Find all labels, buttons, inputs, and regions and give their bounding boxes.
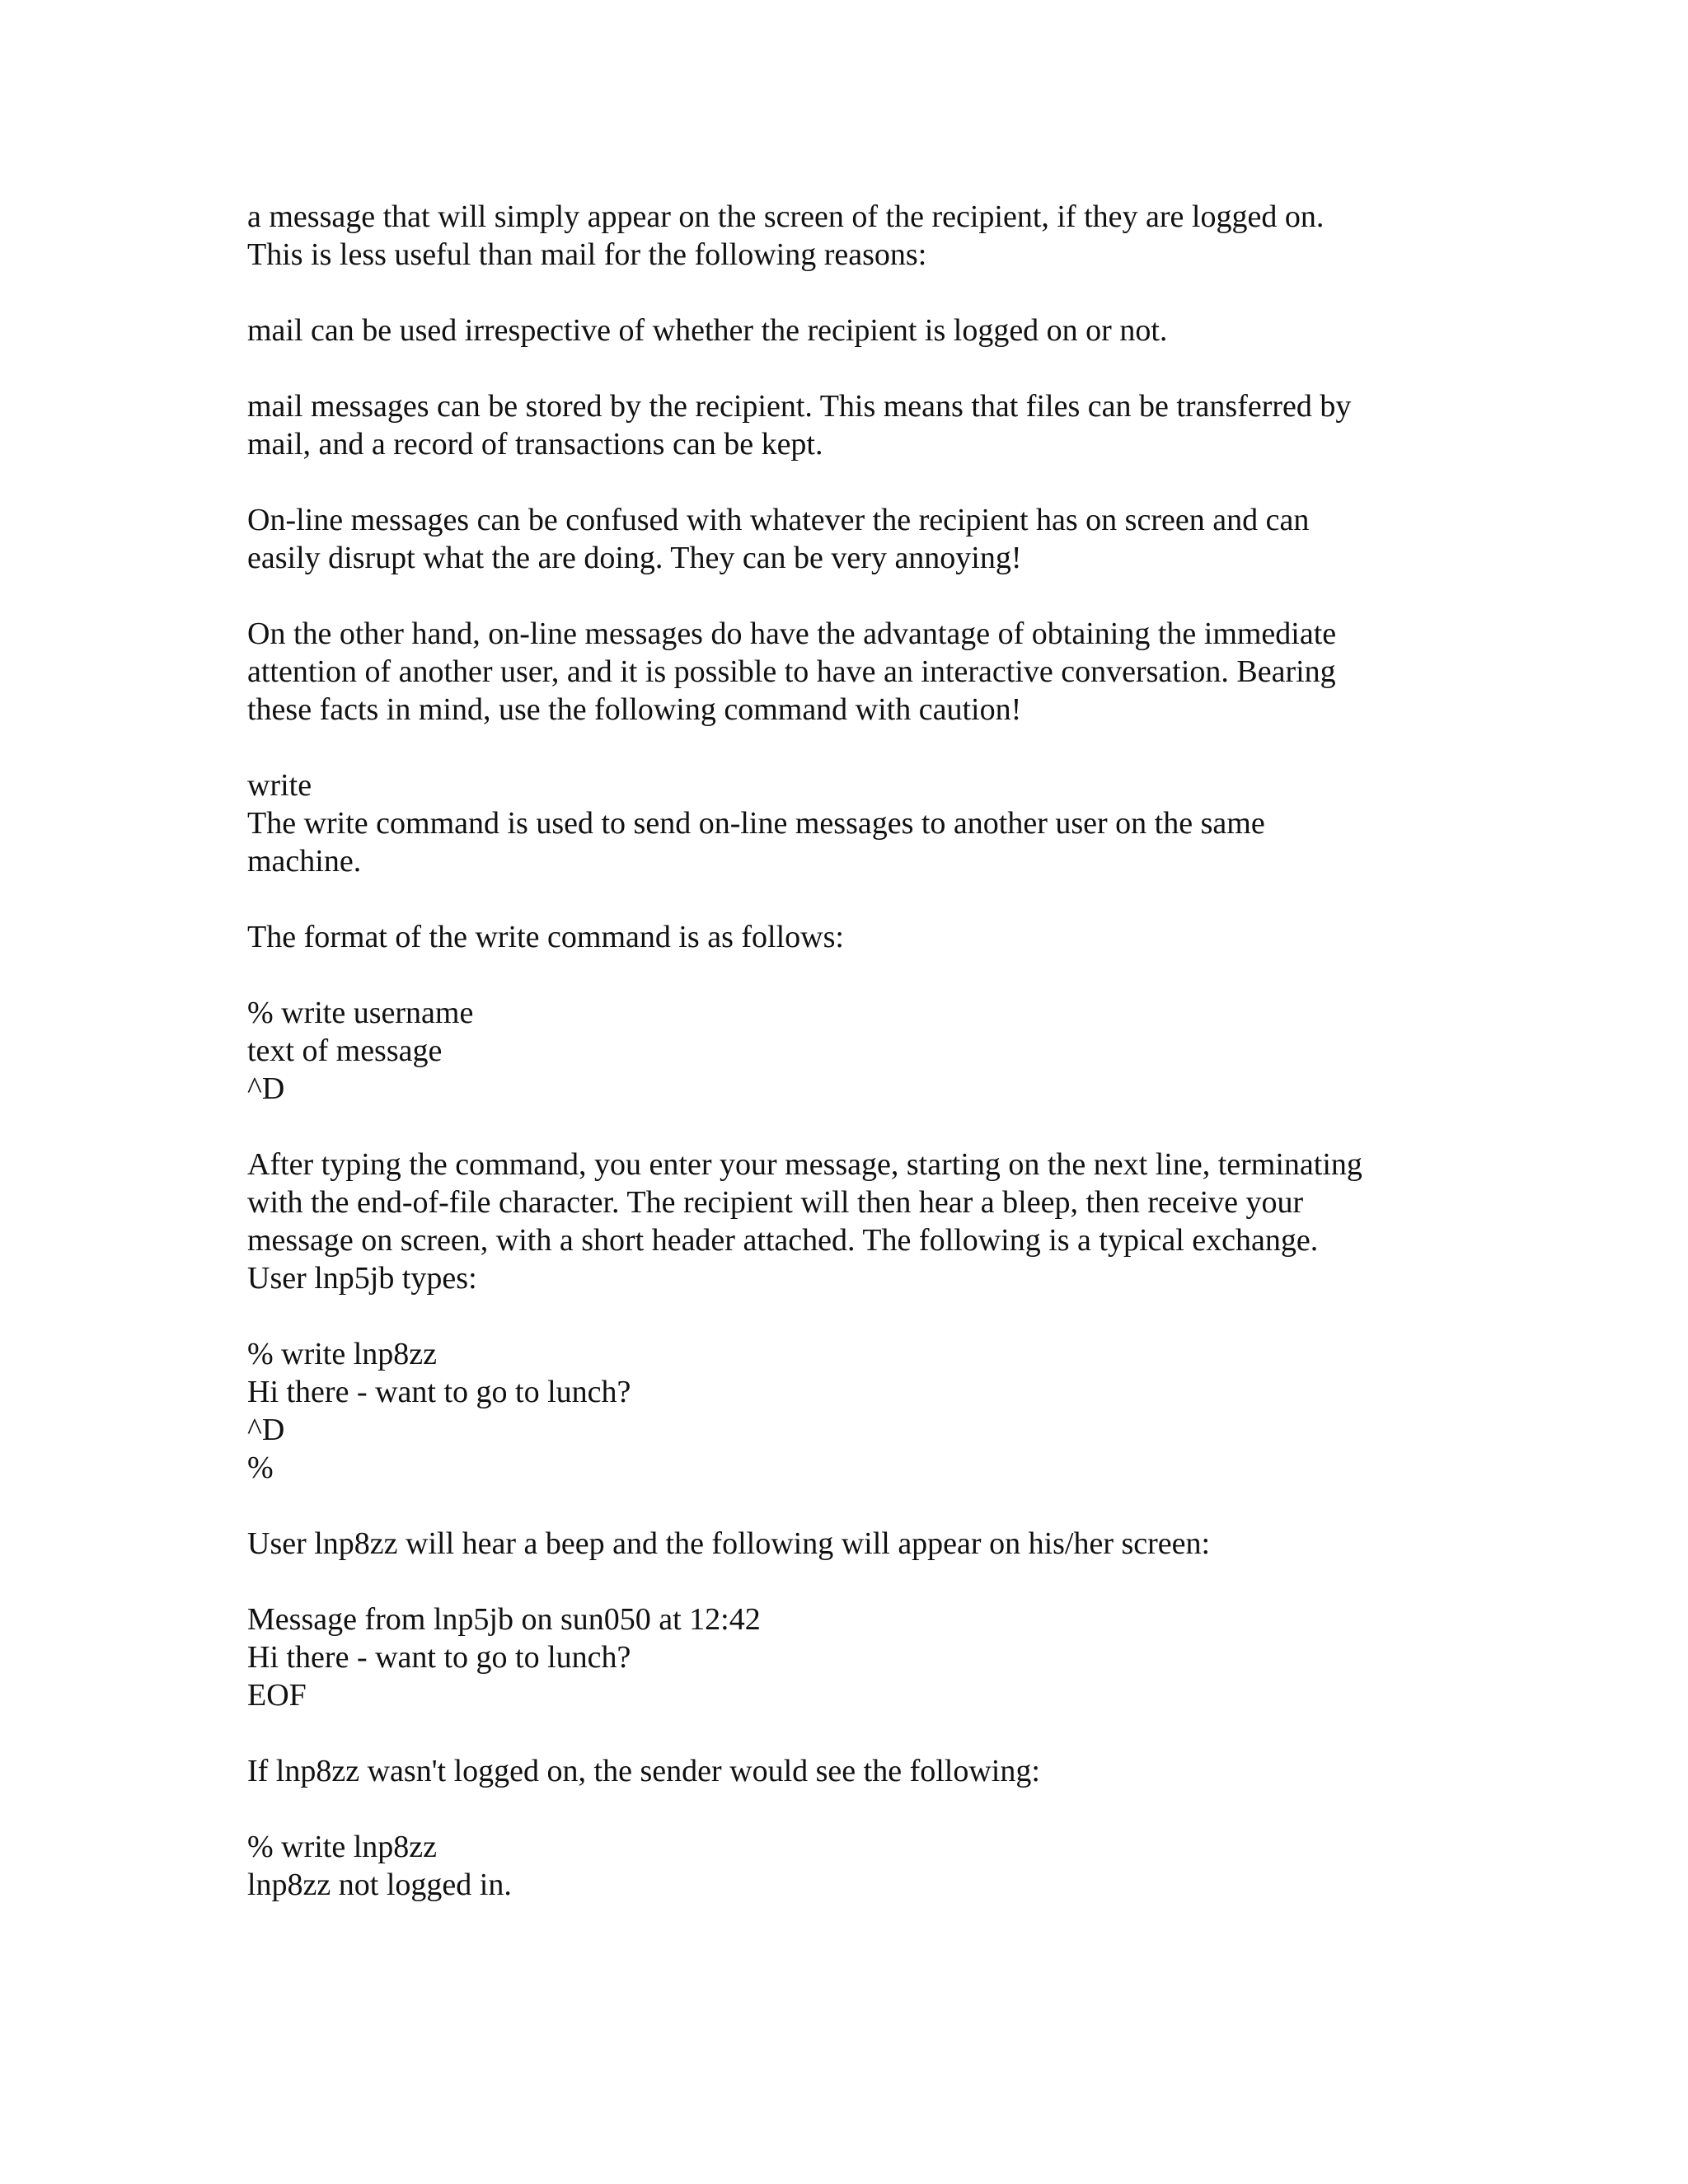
- code-not-logged: [247, 1828, 1467, 1904]
- code-line: lnp8zz not logged in.: [247, 1868, 512, 1902]
- document-page: [247, 198, 1467, 1942]
- text-line: If lnp8zz wasn't logged on, the sender would see the following:: [247, 1754, 1040, 1788]
- code-line: ^D: [247, 1071, 285, 1106]
- text-line: The format of the write command is as follows:: [247, 920, 844, 954]
- paragraph-reason-confused: [247, 501, 1467, 577]
- text-line: mail messages can be stored by the recipient. This means that files can be transferred by: [247, 389, 1352, 424]
- code-line: text of message: [247, 1033, 443, 1068]
- code-received: [247, 1601, 1467, 1714]
- code-line: % write username: [247, 996, 474, 1030]
- paragraph-recipient: [247, 1525, 1467, 1563]
- text-line: On the other hand, on-line messages do have the advantage of obtaining the immediate: [247, 616, 1337, 651]
- section-write: [247, 766, 1467, 880]
- text-line: with the end-of-file character. The recipient will then hear a bleep, then receive your: [247, 1185, 1304, 1220]
- code-exchange: [247, 1335, 1467, 1487]
- code-line: EOF: [247, 1678, 307, 1713]
- code-line: %: [247, 1451, 274, 1485]
- code-line: % write lnp8zz: [247, 1830, 438, 1864]
- text-line: User lnp8zz will hear a beep and the following will appear on his/her screen:: [247, 1526, 1211, 1561]
- text-line: mail, and a record of transactions can be kept.: [247, 427, 823, 462]
- paragraph-format: [247, 918, 1467, 956]
- text-line: User lnp5jb types:: [247, 1261, 477, 1296]
- text-line: On-line messages can be confused with whatever the recipient has on screen and can: [247, 503, 1310, 537]
- text-line: machine.: [247, 844, 362, 879]
- code-line: ^D: [247, 1413, 285, 1447]
- paragraph-reason-stored: [247, 387, 1467, 463]
- text-line: After typing the command, you enter your message, starting on the next line, terminating: [247, 1147, 1362, 1182]
- text-line: a message that will simply appear on the screen of the recipient, if they are logged on.: [247, 199, 1325, 234]
- text-line: easily disrupt what the are doing. They can be very annoying!: [247, 541, 1022, 575]
- section-heading: write: [247, 768, 312, 803]
- code-line: % write lnp8zz: [247, 1337, 438, 1371]
- code-line: Hi there - want to go to lunch?: [247, 1640, 631, 1675]
- text-line: these facts in mind, use the following command with caution!: [247, 692, 1022, 727]
- paragraph-intro: [247, 198, 1467, 274]
- text-line: message on screen, with a short header attached. The following is a typical exchange.: [247, 1223, 1319, 1258]
- text-line: attention of another user, and it is possible to have an interactive conversation. Bearing: [247, 654, 1336, 689]
- paragraph-not-logged: [247, 1752, 1467, 1790]
- code-line: Hi there - want to go to lunch?: [247, 1375, 631, 1409]
- paragraph-reason-logged-on: [247, 312, 1467, 349]
- text-line: The write command is used to send on-line messages to another user on the same: [247, 806, 1265, 841]
- text-line: mail can be used irrespective of whether the recipient is logged on or not.: [247, 313, 1168, 348]
- code-format: [247, 994, 1467, 1108]
- paragraph-advantage: [247, 615, 1467, 729]
- code-line: Message from lnp5jb on sun050 at 12:42: [247, 1602, 761, 1637]
- text-line: This is less useful than mail for the following reasons:: [247, 237, 927, 272]
- paragraph-after-typing: [247, 1146, 1467, 1297]
